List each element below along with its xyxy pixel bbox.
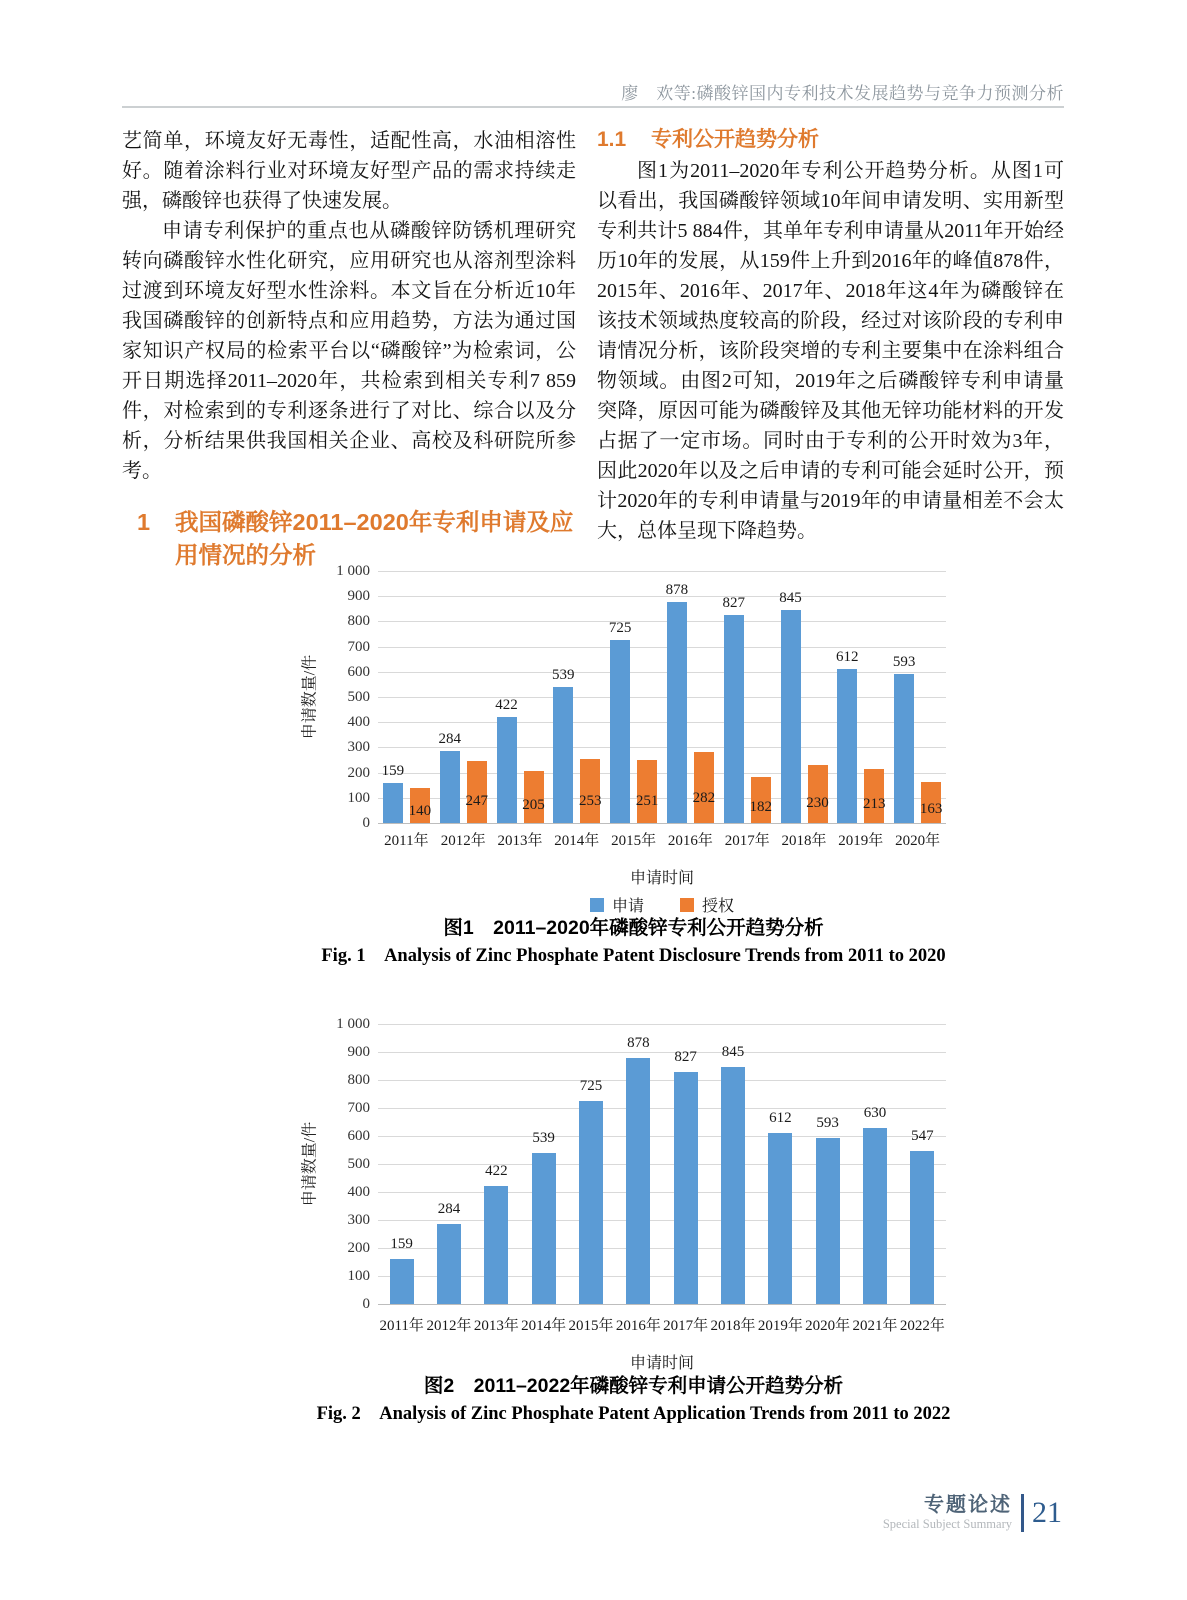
section-title: 我国磷酸锌2011–2020年专利申请及应用情况的分析 [175,509,574,568]
bar [768,1133,792,1304]
footer-label-en: Special Subject Summary [882,1517,1012,1531]
x-tick-label: 2019年 [838,833,884,849]
bar-value-label: 282 [692,790,716,807]
gridline [378,672,946,673]
subsection-title: 专利公开趋势分析 [651,128,819,151]
gridline [378,773,946,774]
bar-value-label: 612 [769,1109,792,1126]
legend-swatch [680,898,694,912]
legend-label: 授权 [702,898,735,915]
right-column [597,126,1064,572]
gridline [378,1248,946,1249]
y-axis-title: 申请数量/件 [301,654,319,740]
x-tick-label: 2017年 [663,1318,709,1334]
x-tick-label: 2011年 [379,1318,424,1334]
y-tick-label: 600 [347,1128,370,1144]
x-axis-title: 申请时间 [629,870,694,887]
x-tick-label: 2012年 [440,833,486,849]
bar-value-label: 422 [495,696,518,713]
gridline [378,722,946,723]
y-tick-label: 1 000 [336,563,370,579]
bar [816,1138,840,1304]
footer-label-cn: 专题论述 [924,1494,1012,1516]
paragraph-trend-analysis: 图1为2011–2020年专利公开趋势分析。从图1可以看出，我国磷酸锌领域10年间申请发明、实用新型专利共计5 884件，其单年专利申请量从2011年开始经历10年的发展，从159件上升到2016年的峰值878件，2015年、2016年、2017年、2018年这4年为磷酸锌在该技术领域热度较高的阶段，经过对该阶段的专利申请情况分析，该阶段突增的专利主要集中在涂料组合物领域。由图2可知，2019年之后磷酸锌专利申请量突降，原因可能为磷酸锌及其他无锌功能材料的开发占据了一定市场。同时由于专利的公开时效为3年，因此2020年以及之后申请的专利可能会延时公开，预计2020年的专利申请量与2019年的申请量相差不会太大，总体呈现下降趋势。 [597,160,1064,542]
y-tick-label: 0 [362,815,370,831]
gridline [378,1220,946,1221]
bar [484,1186,508,1304]
legend-swatch [590,898,604,912]
x-tick-label: 2011年 [384,833,429,849]
y-tick-label: 300 [347,1212,370,1228]
bar [721,1067,745,1304]
bar-value-label: 284 [437,1201,461,1218]
gridline [378,697,946,698]
x-tick-label: 2022年 [899,1318,945,1334]
x-tick-label: 2016年 [667,833,713,849]
gridline [378,1164,946,1165]
bar [532,1153,556,1304]
bar-value-label: 878 [627,1035,650,1052]
y-tick-label: 1 000 [336,1016,370,1032]
bar-value-label: 878 [665,581,689,598]
bar [626,1058,650,1304]
section-number: 1 [137,509,151,535]
y-tick-label: 800 [347,613,370,630]
figure1-caption-cn: 图1 2011–2020年磷酸锌专利公开趋势分析 [443,917,824,939]
bar-value-label: 205 [522,796,545,813]
y-tick-label: 100 [347,1268,370,1284]
y-tick-label: 900 [347,1044,370,1060]
bar-value-label: 247 [465,793,488,810]
bar [863,1128,887,1304]
bar [781,610,801,823]
bar-value-label: 539 [552,667,575,684]
bar-value-label: 159 [390,1236,413,1253]
figure-1 [40,556,1187,991]
bar-value-label: 612 [836,648,859,665]
y-tick-label: 200 [347,764,370,781]
bar [724,615,744,823]
gridline [378,1024,946,1025]
bar-value-label: 422 [485,1162,508,1179]
bar [694,752,714,823]
bar-value-label: 230 [806,794,829,811]
bar [674,1072,698,1304]
bar-value-label: 253 [579,792,602,809]
figure2-caption-en: Fig. 2 Analysis of Zinc Phosphate Patent Application Trends from 2011 to 2022 [316,1404,951,1424]
two-column-body [122,126,1064,572]
y-tick-label: 800 [347,1072,370,1088]
bar-value-label: 630 [863,1104,887,1121]
page-footer [883,1494,1062,1532]
x-tick-label: 2019年 [757,1318,803,1334]
footer-section-label [883,1494,1012,1532]
x-tick-label: 2020年 [895,833,941,849]
y-axis-title: 申请数量/件 [301,1121,319,1207]
bar-value-label: 251 [635,792,659,809]
bar-value-label: 539 [532,1130,555,1147]
x-tick-label: 2020年 [805,1318,851,1334]
figure-2 [40,991,1187,1439]
bar-value-label: 725 [608,620,632,637]
x-tick-label: 2016年 [615,1318,661,1334]
bar-value-label: 827 [722,594,745,611]
y-tick-label: 200 [347,1240,370,1256]
bar-value-label: 845 [779,590,802,607]
y-tick-label: 900 [347,588,370,605]
bar-value-label: 845 [721,1044,745,1061]
bar-value-label: 163 [919,800,943,817]
bar [390,1259,414,1304]
gridline [378,1080,946,1081]
y-tick-label: 500 [347,1156,370,1172]
paragraph-continued: 艺简单，环境友好无毒性，适配性高，水油相溶性好。随着涂料行业对环境友好型产品的需求持续走强，磷酸锌也获得了快速发展。 [122,130,576,212]
bar [910,1151,934,1304]
bar-value-label: 182 [749,798,772,815]
gridline [378,1304,946,1305]
bar-value-label: 140 [408,802,432,819]
bar [437,1224,461,1304]
x-tick-label: 2021年 [852,1318,898,1334]
x-tick-label: 2015年 [611,833,657,849]
y-tick-label: 400 [347,714,370,731]
bar-value-label: 725 [579,1078,603,1094]
x-tick-label: 2012年 [426,1318,472,1334]
figure1-caption-en: Fig. 1 Analysis of Zinc Phosphate Patent Disclosure Trends from 2011 to 2020 [321,946,946,966]
subsection-number: 1.1 [597,128,627,151]
y-tick-label: 400 [347,1184,370,1200]
footer-divider-bar [1021,1494,1024,1532]
bar-value-label: 159 [381,762,405,779]
y-tick-label: 700 [347,638,370,655]
running-header: 廖 欢等:磷酸锌国内专利技术发展趋势与竞争力预测分析 [621,84,1064,103]
bar-value-label: 593 [892,653,916,670]
gridline [378,621,946,622]
y-tick-label: 700 [347,1100,370,1116]
x-tick-label: 2018年 [781,833,827,849]
paragraph-intro: 申请专利保护的重点也从磷酸锌防锈机理研究转向磷酸锌水性化研究，应用研究也从溶剂型涂料过渡到环境友好型水性涂料。本文旨在分析近10年我国磷酸锌的创新特点和应用趋势，方法为通过国家知识产权局的检索平台以“磷酸锌”为检索词，公开日期选择2011–2020年，共检索到相关专利7 859件，对检索到的专利逐条进行了对比、综合以及分析，分析结果供我国相关企业、高校及科研院所参考。 [122,220,576,482]
y-tick-label: 300 [347,739,370,756]
x-tick-label: 2014年 [521,1318,567,1334]
bar [579,1101,603,1304]
x-tick-label: 2017年 [724,833,770,849]
y-tick-label: 100 [347,789,370,806]
header-divider [122,106,1064,108]
x-tick-label: 2015年 [568,1318,614,1334]
x-tick-label: 2018年 [710,1318,756,1334]
x-tick-label: 2013年 [497,833,543,849]
gridline [378,1276,946,1277]
x-axis-title: 申请时间 [629,1355,694,1372]
legend-label: 申请 [611,898,644,915]
x-tick-label: 2014年 [554,833,600,849]
bar-value-label: 827 [674,1049,697,1066]
x-tick-label: 2013年 [473,1318,519,1334]
gridline [378,1192,946,1193]
bar [440,751,460,823]
bar-value-label: 213 [863,796,886,813]
y-tick-label: 500 [347,689,370,705]
y-tick-label: 0 [362,1296,370,1312]
figure2-caption-cn: 图2 2011–2022年磷酸锌专利申请公开趋势分析 [423,1375,844,1397]
bar-value-label: 593 [816,1114,839,1131]
y-tick-label: 600 [347,663,370,680]
bar-value-label: 284 [438,731,461,748]
section-heading-1-1 [597,126,1064,154]
gridline [378,1136,946,1137]
left-column [122,126,576,572]
page-number: 21 [1032,1496,1062,1529]
bar-value-label: 547 [911,1127,934,1144]
gridline [378,571,946,572]
gridline [378,823,946,824]
